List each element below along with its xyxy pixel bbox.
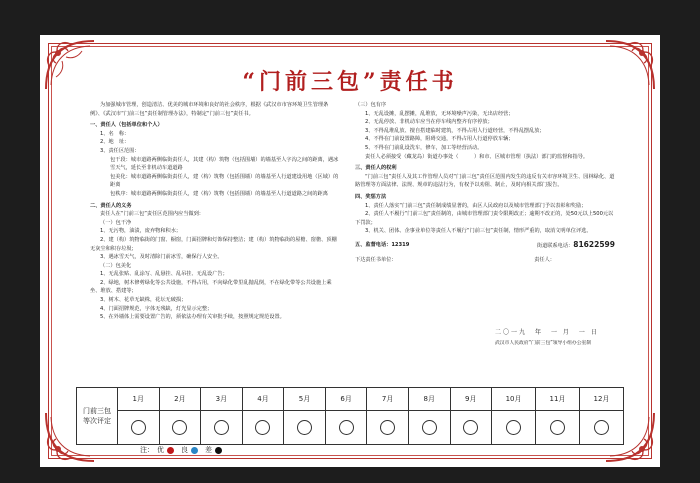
legend-medium-dot [191, 447, 198, 454]
street-phone-number: 81622599 [573, 239, 615, 249]
month-header-1: 1月 [118, 388, 160, 411]
rating-circle [214, 420, 229, 435]
supervision-note: 责任人必须接受（藏龙岛）街道办事处（ ）和市、区城市管理（执法）部门的监督和指导。 [365, 153, 589, 160]
month-header-10: 10月 [492, 388, 536, 411]
hotline-label: 五、监督电话：12319 [355, 241, 410, 248]
duty-beautify-4: 4、门面招牌规范，字体无残缺，灯光显示完整； [100, 305, 213, 312]
rating-cell-1 [118, 411, 160, 445]
rating-circle [339, 420, 354, 435]
duty-order-2: 2、无乱停放、非机动车应当在停车线内整齐有序停放； [365, 119, 493, 126]
rating-cell-11 [536, 411, 580, 445]
duty-beautify-1: 1、无乱张贴、乱涂写、乱悬挂、乱吊挂、无乱设广告； [100, 271, 228, 278]
duty-order-3: 3、不得乱堆乱放、擅自搭建临时建筑，不得占用人行道经营，不得乱摆乱放； [365, 127, 545, 134]
rating-cell-3 [201, 411, 243, 445]
rating-circle [380, 420, 395, 435]
duty-order-4: 4、不得在门前设置路障，阻碍交通，不得占用人行道停放车辆； [365, 136, 514, 143]
duty-clean-1: 1、无污物，油渍，废弃物和积水； [100, 228, 182, 235]
rating-cell-4 [242, 411, 284, 445]
rating-row-label-line1: 门前三包 [83, 407, 111, 415]
reward-3: 3、机关、团体、企事业单位等责任人不履行“门前三包”责任制，情形严重的，取消文明单位评选。 [365, 228, 592, 235]
address-line: 2、地 址： [100, 139, 130, 146]
month-header-3: 3月 [201, 388, 243, 411]
responsible-person-label: 责任人： [534, 256, 555, 263]
reward-1: 1、责任人落实“门前三包”责任制成绩显著的，由区人民政府以及城市管理部门予以表彰和奖励； [365, 202, 587, 209]
rating-cell-8 [408, 411, 450, 445]
rating-cell-12 [579, 411, 623, 445]
rating-circle [297, 420, 312, 435]
legend-poor-label: 差 [205, 446, 212, 454]
section-heading-duties: 二、责任人的义务 [90, 202, 132, 209]
name-line: 1、名 称： [100, 130, 130, 137]
month-header-12: 12月 [579, 388, 623, 411]
reward-2: 2、责任人不履行“门前三包”责任制的，由城市管理部门责令限期改正；逾期不改正的，处50元以上500元以下罚款； [355, 211, 614, 226]
rating-circle [506, 420, 521, 435]
rating-cell-6 [325, 411, 367, 445]
intro-paragraph: 为加强城市管理，创造清洁、优美的城市环境和良好的社会秩序，根据《武汉市市容环境卫生管理条例》、《武汉市“门前三包”责任制管理办法》，特制定“门前三包”责任书。 [90, 102, 329, 117]
duty-order-5: 5、不得在门前乱设洗车，修车，加工等经营活动。 [365, 144, 483, 151]
rating-cell-9 [450, 411, 492, 445]
rating-cell-7 [367, 411, 409, 445]
duty-clean-2: 2、建（构）筑物临街的门窗、橱窗，门面招牌和灯饰保持整洁；建（构）筑物临街的屋檐、窗檐、顶棚无灰尘和积存垃圾； [90, 236, 337, 252]
scope-line: 3、责任区范围： [100, 147, 140, 154]
rating-legend [140, 445, 226, 455]
issuing-department: 武汉市人民政府“门前三包”领导小组办公室制 [495, 341, 592, 346]
left-column [90, 101, 340, 322]
month-header-4: 4月 [242, 388, 284, 411]
duty-beautify-5: 5、在外墙体上需要设置广告的，须依法办理有关审批手续，按照规定规范设置。 [100, 314, 285, 321]
month-header-row [77, 388, 624, 411]
right-column [355, 101, 615, 264]
duty-beautify-heading: （二）包美化 [100, 262, 132, 269]
scope-order: 包秩序：城市道路两侧临街责任人，建（构）筑物（包括围墙）的墙基至人行道道路之间的距离 [110, 190, 328, 197]
month-header-9: 9月 [450, 388, 492, 411]
duty-beautify-3: 3、树木、花草无缺株，花坛无破损； [100, 297, 187, 304]
rating-circle-row [77, 411, 624, 445]
month-header-7: 7月 [367, 388, 409, 411]
document-title: “门前三包”责任书 [242, 69, 458, 95]
rating-row-label [77, 388, 118, 445]
street-phone [537, 241, 615, 251]
duties-intro: 责任人在“门前三包”责任区范围内应当做到： [100, 211, 204, 218]
rating-circle [131, 420, 146, 435]
legend-good-dot [167, 447, 174, 454]
month-header-11: 11月 [536, 388, 580, 411]
scope-beautify: 包美化：城市道路两侧临街责任人，建（构）筑物（包括围墙）的墙基至人行道建设用地（区域）的距离 [110, 173, 339, 189]
section-heading-rights: 三、责任人的权利 [355, 165, 397, 172]
legend-poor-dot [215, 447, 222, 454]
legend-good-label: 优 [157, 446, 164, 454]
signature-row [355, 256, 615, 265]
month-header-6: 6月 [325, 388, 367, 411]
duty-clean-3: 3、遇冰雪天气，及时清除门前冰雪，确保行人安全。 [100, 254, 223, 261]
rating-circle [550, 420, 565, 435]
duty-beautify-2: 2、绿地，树木修剪绿化等公共设施，不得占用，不向绿化带里乱抛乱倒，不在绿化带等公共设施上乘坐、堆放、搭建等； [90, 279, 332, 295]
rating-cell-5 [284, 411, 326, 445]
rating-circle [463, 420, 478, 435]
month-header-8: 8月 [408, 388, 450, 411]
rating-circle [172, 420, 187, 435]
duty-clean-heading: （一）包干净 [100, 219, 132, 226]
legend-note: 注： [140, 446, 154, 454]
legend-medium-label: 良 [181, 446, 188, 454]
rating-cell-10 [492, 411, 536, 445]
month-header-2: 2月 [159, 388, 201, 411]
month-header-5: 5月 [284, 388, 326, 411]
rating-cell-2 [159, 411, 201, 445]
street-phone-label: 街道联系电话： [536, 242, 574, 249]
section-heading-rewards: 四、奖惩方法 [355, 193, 387, 200]
duty-order-1: 1、无乱设摊，乱摆摊，乱堆放，无环境噪声污染，无出店经营； [365, 110, 514, 117]
monthly-rating-table [76, 387, 624, 445]
duty-order-heading: （三）包有序 [355, 102, 387, 108]
issuing-unit-label: 下达责任书单位： [355, 256, 397, 263]
rating-circle [422, 420, 437, 435]
hotline-row [355, 241, 615, 251]
rights-paragraph: “门前三包”责任人及其工作管理人员对“门前三包”责任区范围内发生的违反有关市容环境卫生、园林绿化、道路管理等方面法律、法规、规章的违法行为，有权予以劝阻、制止，及时向相关部门报告。 [355, 173, 615, 189]
responsibility-certificate [40, 35, 660, 467]
rating-circle [594, 420, 609, 435]
scope-clean: 包干段：城市道路两侧临街责任人，其建（构）筑物（包括围墙）的墙基至人字沟之间的距离，遇冰雪天气，延长至非机动车道道路 [110, 156, 339, 172]
rating-row-label-line2: 等次评定 [83, 417, 111, 425]
rating-circle [255, 420, 270, 435]
section-heading-responsible-party: 一、责任人（包括单位和个人） [90, 122, 163, 129]
issue-date: 二〇一九 年 一 月 一 日 [495, 329, 599, 336]
